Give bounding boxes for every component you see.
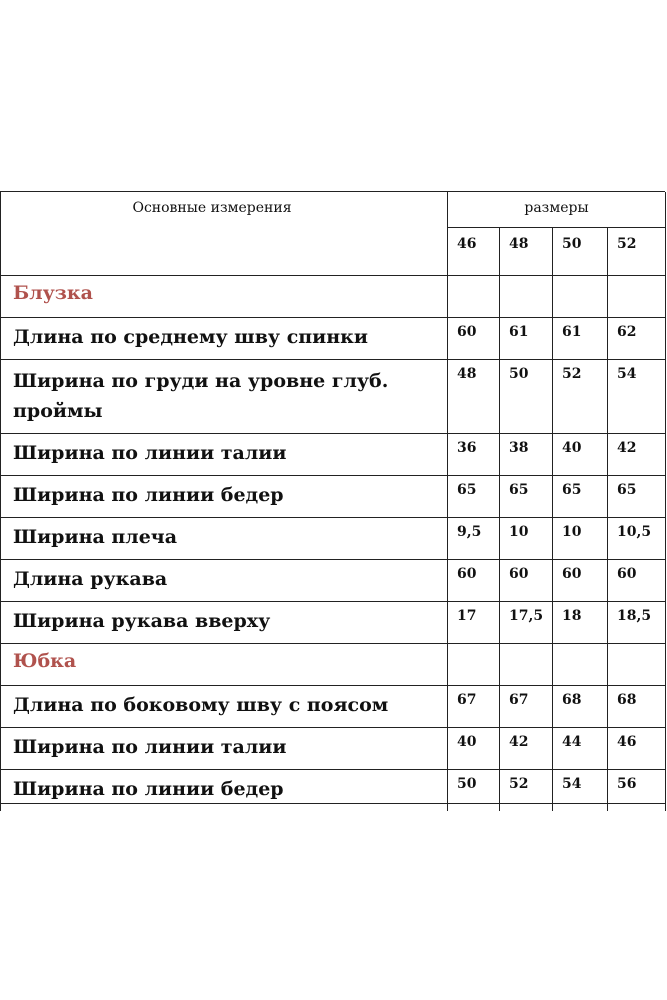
row-value: 60 (448, 318, 500, 360)
empty-cell (500, 644, 553, 686)
size-header-cell: 46 (448, 228, 500, 276)
row-label: Ширина по линии бедер (1, 476, 448, 518)
row-value: 54 (553, 770, 608, 804)
row-value: 18 (553, 602, 608, 644)
section-title-blouse: Блузка (1, 276, 448, 318)
row-value: 61 (553, 318, 608, 360)
row-value: 50 (448, 770, 500, 804)
row-value: 50 (500, 360, 553, 434)
row-label: Ширина по груди на уровне глуб. проймы (1, 360, 448, 434)
row-value: 65 (608, 476, 666, 518)
size-table (0, 191, 665, 811)
row-label: Ширина по линии талии (1, 434, 448, 476)
sizes-header: размеры (448, 192, 666, 228)
empty-cell (553, 276, 608, 318)
row-value: 42 (608, 434, 666, 476)
row-value: 65 (553, 476, 608, 518)
row-value: 67 (500, 686, 553, 728)
row-value: 56 (608, 770, 666, 804)
row-value: 68 (608, 686, 666, 728)
row-value: 46 (608, 728, 666, 770)
row-label: Длина рукава (1, 560, 448, 602)
section-title-skirt: Юбка (1, 644, 448, 686)
row-value: 54 (608, 360, 666, 434)
row-value: 9,5 (448, 518, 500, 560)
row-value: 17 (448, 602, 500, 644)
row-value: 36 (448, 434, 500, 476)
row-value: 44 (553, 728, 608, 770)
empty-cell (448, 804, 500, 811)
row-label: Ширина плеча (1, 518, 448, 560)
row-value: 62 (608, 318, 666, 360)
empty-cell (608, 804, 666, 811)
row-value: 40 (553, 434, 608, 476)
empty-cell (448, 276, 500, 318)
row-label: Длина по среднему шву спинки (1, 318, 448, 360)
row-label: Ширина рукава вверху (1, 602, 448, 644)
row-value: 61 (500, 318, 553, 360)
row-label: Ширина по линии бедер (1, 770, 448, 804)
empty-cell (448, 644, 500, 686)
row-value: 10 (500, 518, 553, 560)
empty-cell (608, 276, 666, 318)
row-value: 10,5 (608, 518, 666, 560)
size-header-cell: 52 (608, 228, 666, 276)
row-value: 42 (500, 728, 553, 770)
measurements-header: Основные измерения (1, 192, 448, 276)
empty-cell (1, 804, 448, 811)
row-value: 52 (500, 770, 553, 804)
size-header-cell: 48 (500, 228, 553, 276)
row-value: 52 (553, 360, 608, 434)
row-value: 68 (553, 686, 608, 728)
row-value: 65 (500, 476, 553, 518)
empty-cell (608, 644, 666, 686)
size-header-cell: 50 (553, 228, 608, 276)
row-value: 48 (448, 360, 500, 434)
row-label: Ширина по линии талии (1, 728, 448, 770)
row-value: 67 (448, 686, 500, 728)
row-value: 40 (448, 728, 500, 770)
row-label: Длина по боковому шву с поясом (1, 686, 448, 728)
empty-cell (553, 804, 608, 811)
row-value: 38 (500, 434, 553, 476)
row-value: 60 (500, 560, 553, 602)
row-value: 17,5 (500, 602, 553, 644)
row-value: 10 (553, 518, 608, 560)
row-value: 65 (448, 476, 500, 518)
empty-cell (500, 804, 553, 811)
row-value: 60 (608, 560, 666, 602)
row-value: 60 (448, 560, 500, 602)
row-value: 18,5 (608, 602, 666, 644)
empty-cell (553, 644, 608, 686)
empty-cell (500, 276, 553, 318)
row-value: 60 (553, 560, 608, 602)
